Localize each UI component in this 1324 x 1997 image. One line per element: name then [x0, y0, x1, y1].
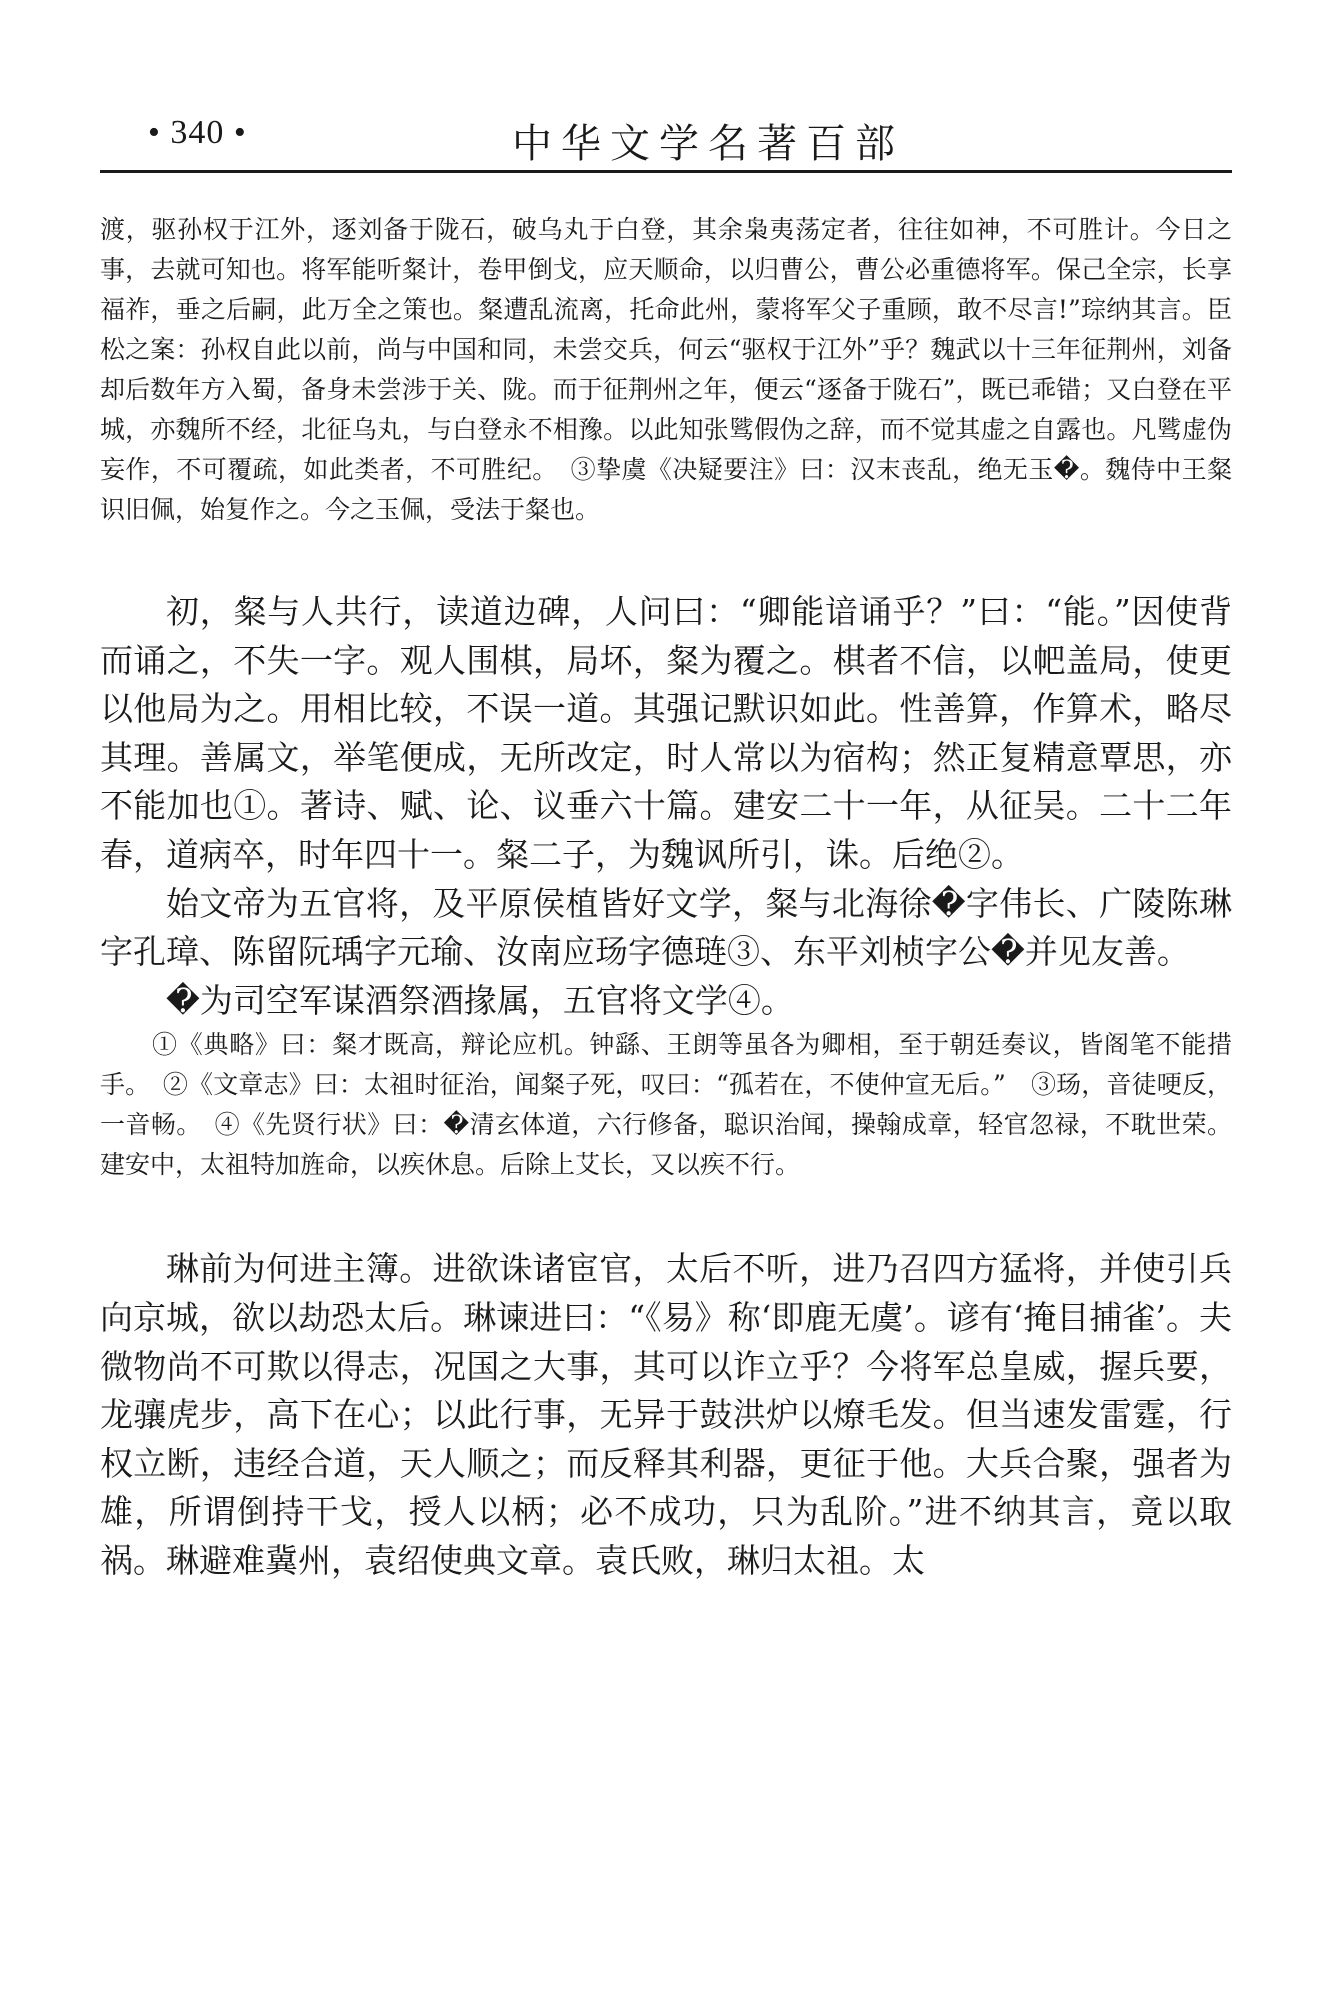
annotation-block-middle: ①《典略》曰：粲才既高，辩论应机。钟繇、王朗等虽各为卿相，至于朝廷奏议，皆阁笔不能措手。 ②《文章志》曰：太祖时征治，闻粲子死，叹曰：“孤若在，不使仲宣无后。” ③玚，音徒哽反，一音畅。 ④《先贤行状》曰：�清玄体道，六行修备，聪识治闻，操翰成章，轻官忽禄，不耽世荣。建安中，太祖特加旌命，以疾休息。后除上艾长，又以疾不行。: [100, 1030, 1232, 1180]
section-spacer: [100, 530, 1232, 588]
section-spacer: [100, 1185, 1232, 1245]
page-number: • 340 •: [148, 114, 247, 151]
main-paragraph-2: 始文帝为五官将，及平原侯植皆好文学，粲与北海徐�字伟长、广陵陈琳字孔璋、陈留阮瑀字元瑜、汝南应玚字德琏③、东平刘桢字公�并见友善。: [100, 883, 1232, 972]
header-rule: [100, 170, 1232, 173]
main-paragraph-1: 初，粲与人共行，读道边碑，人问曰：“卿能谙诵乎？”曰：“能。”因使背而诵之，不失一字。观人围棋，局坏，粲为覆之。棋者不信，以帊盖局，使更以他局为之。用相比较，不误一道。其强记默识如此。性善算，作算术，略尽其理。善属文，举笔便成，无所改定，时人常以为宿构；然正复精意覃思，亦不能加也①。著诗、赋、论、议垂六十篇。建安二十一年，从征吴。二十二年春，道病卒，时年四十一。粲二子，为魏讽所引，诛。后绝②。: [100, 592, 1232, 874]
book-title: 中华文学名著百部: [512, 121, 904, 167]
main-paragraph-3: �为司空军谋酒祭酒掾属，五官将文学④。: [166, 980, 794, 1020]
annotation-block-top: 渡，驱孙权于江外，逐刘备于陇石，破乌丸于白登，其余枭夷荡定者，往往如神，不可胜计。今日之事，去就可知也。将军能听粲计，卷甲倒戈，应天顺命，以归曹公，曹公必重德将军。保己全宗，长享福祚，垂之后嗣，此万全之策也。粲遭乱流离，托命此州，蒙将军父子重顾，敢不尽言!”琮纳其言。臣松之案：孙权自此以前，尚与中国和同，未尝交兵，何云“驱权于江外”乎？魏武以十三年征荆州，刘备却后数年方入蜀，备身未尝涉于关、陇。而于征荆州之年，便云“逐备于陇石”，既已乖错；又白登在平城，亦魏所不经，北征乌丸，与白登永不相豫。以此知张骘假伪之辞，而不觉其虚之自露也。凡骘虚伪妄作，不可覆疏，如此类者，不可胜纪。 ③挚虞《决疑要注》曰：汉末丧乱，绝无玉�。魏侍中王粲识旧佩，始复作之。今之玉佩，受法于粲也。: [100, 215, 1232, 524]
page-header: [100, 108, 1232, 168]
main-paragraph-4: 琳前为何进主簿。进欲诛诸宦官，太后不听，进乃召四方猛将，并使引兵向京城，欲以劫恐太后。琳谏进曰：“《易》称‘即鹿无虞’。谚有‘掩目捕雀’。夫微物尚不可欺以得志，况国之大事，其可以诈立乎？今将军总皇威，握兵要，龙骧虎步，高下在心；以此行事，无异于鼓洪炉以燎毛发。但当速发雷霆，行权立断，违经合道，天人顺之；而反释其利器，更征于他。大兵合聚，强者为雄，所谓倒持干戈，授人以柄；必不成功，只为乱阶。”进不纳其言，竟以取祸。琳避难冀州，袁绍使典文章。袁氏败，琳归太祖。太: [100, 1249, 1232, 1580]
page-body: [100, 210, 1232, 1586]
